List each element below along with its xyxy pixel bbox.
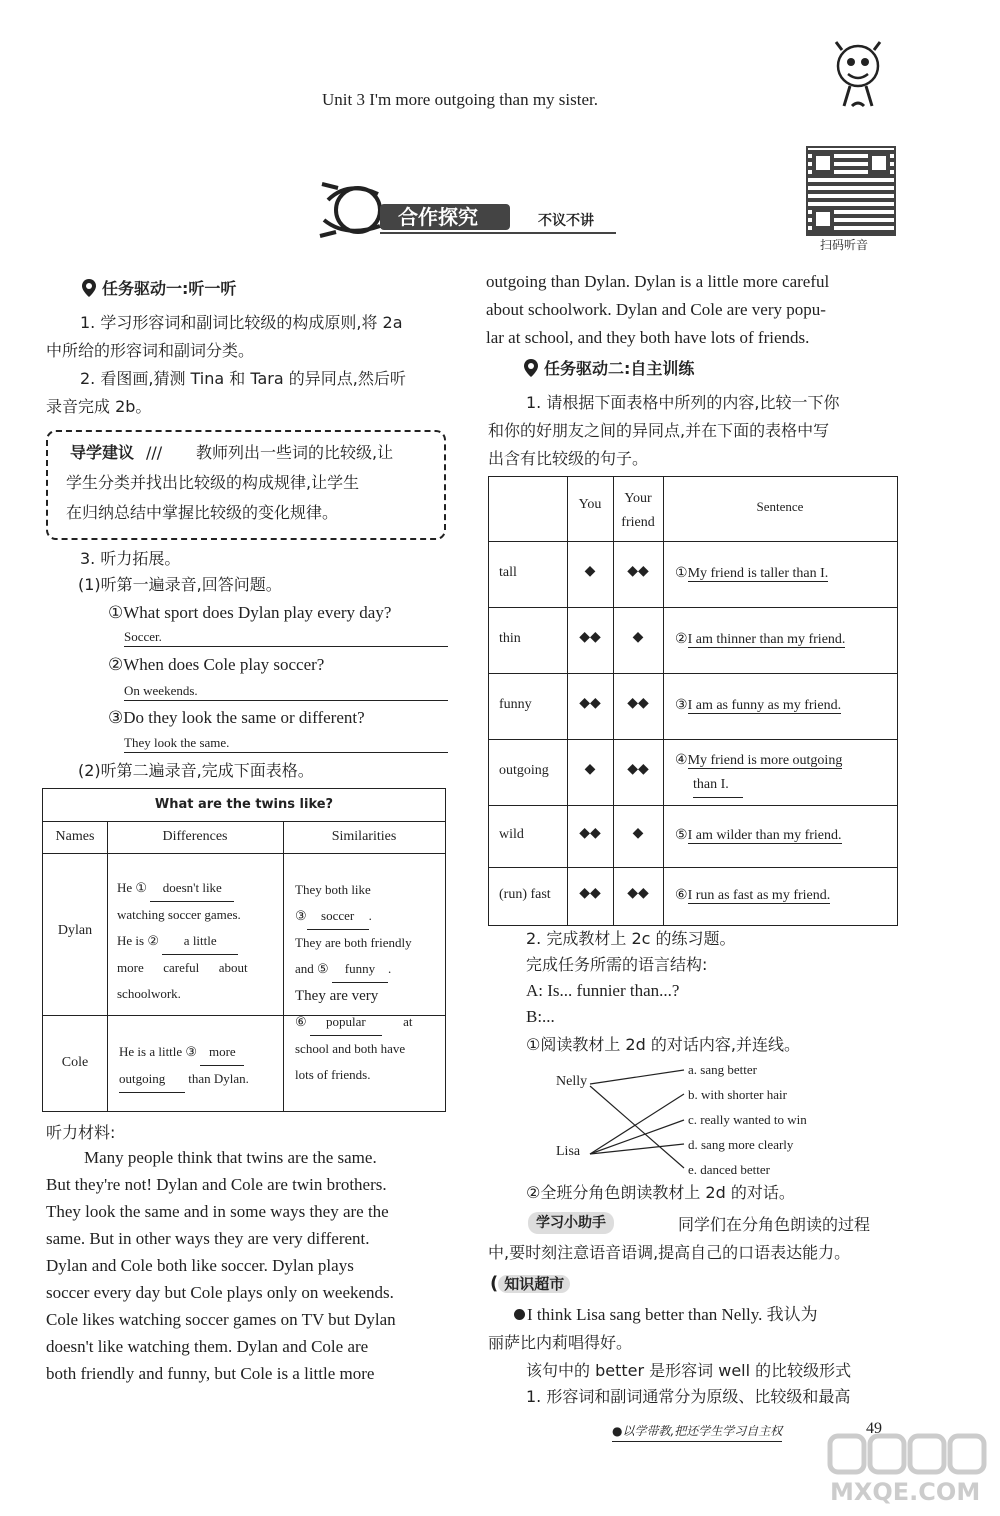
task2-line-b: B:... (526, 1007, 555, 1026)
task2-p1c: 出含有比较级的句子。 (488, 449, 649, 468)
task1-p2a: 2. 看图画,猜测 Tina 和 Tara 的异同点,然后听 (80, 369, 406, 388)
compare-friend: ◆◆ (627, 695, 649, 711)
listening-label: 听力材料: (46, 1123, 116, 1142)
compare-you: ◆ (584, 761, 596, 777)
watermark-text: MXQE.COM (830, 1478, 981, 1506)
question-3: ③Do they look the same or different? (108, 708, 365, 727)
guide-label: 导学建议 (70, 443, 135, 462)
bullet-icon (514, 1309, 525, 1320)
location-pin-icon (82, 279, 96, 297)
dylan-answer-5: funny (332, 956, 388, 983)
compare-header-sentence: Sentence (756, 499, 804, 514)
match-left-nelly: Nelly (556, 1074, 588, 1089)
dylan-answer-2: a little (162, 928, 238, 955)
listening-cont-line: about schoolwork. Dylan and Cole are very popu- (486, 300, 826, 319)
knowledge-line-2: 丽萨比内莉唱得好。 (488, 1333, 633, 1352)
compare-you: ◆◆ (579, 629, 601, 645)
compare-friend: ◆◆ (627, 563, 649, 579)
dylan-answer-1: doesn't like (150, 875, 234, 902)
compare-header-you: You (578, 497, 602, 512)
listening-cont (486, 268, 896, 352)
footer-slogan: ●以学带教,把还学生学习自主权 (612, 1422, 782, 1442)
twins-header-names: Names (55, 829, 95, 844)
compare-sentence: ⑥I run as fast as my friend. (675, 888, 831, 903)
guide-line-3: 在归纳总结中掌握比较级的变化规律。 (66, 503, 339, 522)
answer-1: Soccer. (124, 629, 162, 644)
task2-p1a: 1. 请根据下面表格中所列的内容,比较一下你 (526, 393, 840, 412)
task2-line-a: A: Is... funnier than...? (526, 981, 680, 1000)
compare-attr: funny (499, 697, 532, 712)
task1-p3-2: (2)听第二遍录音,完成下面表格。 (78, 761, 314, 780)
helper-line-1: 同学们在分角色朗读的过程 (678, 1215, 871, 1234)
question-1: ①What sport does Dylan play every day? (108, 603, 392, 622)
qr-caption: 扫码听音 (820, 238, 869, 252)
listening-line: Dylan and Cole both like soccer. Dylan plays (46, 1256, 354, 1275)
listening-line: soccer every day but Cole plays only on weekends. (46, 1283, 394, 1302)
compare-friend: ◆ (632, 825, 644, 841)
task1-p1a: 1. 学习形容词和副词比较级的构成原则,将 2a (80, 313, 403, 332)
dylan-answer-3: soccer (307, 903, 369, 930)
answer-3: They look the same. (124, 735, 230, 750)
match-lines (588, 1064, 688, 1174)
guide-line-1: 教师列出一些词的比较级,让 (196, 443, 394, 462)
task1-p3: 3. 听力拓展。 (80, 549, 181, 568)
cole-diff: He is a little ③ more outgoing than Dylan. (119, 1039, 281, 1093)
compare-sentence: ④My friend is more outgoing than I. (675, 749, 842, 798)
answer-2-line (124, 682, 448, 701)
task1-p2b: 录音完成 2b。 (46, 397, 152, 416)
compare-attr: thin (499, 631, 521, 646)
twins-table (42, 788, 446, 1112)
compare-you: ◆◆ (579, 695, 601, 711)
unit-header: Unit 3 I'm more outgoing than my sister. (322, 90, 598, 109)
listening-cont-line: outgoing than Dylan. Dylan is a little more careful (486, 272, 830, 291)
task2-structure: 完成任务所需的语言结构: (526, 955, 708, 974)
task2-roleplay: ②全班分角色朗读教材上 2d 的对话。 (526, 1183, 795, 1202)
banner-title: 合作探究 (398, 205, 478, 229)
compare-attr: tall (499, 565, 517, 580)
cole-name: Cole (61, 1055, 89, 1070)
task2-title: 任务驱动二:自主训练 (524, 356, 694, 382)
compare-sentence: ⑤I am wilder than my friend. (675, 828, 842, 843)
answer-3-line (124, 734, 448, 753)
answer-2: On weekends. (124, 683, 198, 698)
guide-line-2: 学生分类并找出比较级的构成规律,让学生 (66, 473, 360, 492)
twins-header-similarities: Similarities (331, 829, 397, 844)
listening-line: Many people think that twins are the same. (84, 1148, 377, 1167)
compare-header-friend: Your friend (621, 491, 655, 530)
task2-p1b: 和你的好朋友之间的异同点,并在下面的表格中写 (488, 421, 830, 440)
dylan-diff: He ① doesn't like watching soccer games. He is ② a little more careful about schoolwork. (117, 875, 279, 1007)
compare-you: ◆◆ (579, 885, 601, 901)
listening-line: doesn't like watching them. Dylan and Cole are (46, 1337, 369, 1356)
task2-read-2d: ①阅读教材上 2d 的对话内容,并连线。 (526, 1035, 800, 1054)
match-right-c: c. really wanted to win (688, 1112, 807, 1127)
listening-line: But they're not! Dylan and Cole are twin brothers. (46, 1175, 387, 1194)
cole-answer-3b: outgoing (119, 1066, 185, 1093)
knowledge-label: ( 知识超市 (490, 1272, 570, 1296)
banner-underline (380, 232, 616, 234)
listening-line: same. But in other ways they are very different. (46, 1229, 370, 1248)
listening-line: They look the same and in some ways they are the (46, 1202, 389, 1221)
compare-sentence: ①My friend is taller than I. (675, 566, 829, 581)
compare-attr: outgoing (499, 763, 549, 778)
location-pin-icon (524, 359, 538, 377)
compare-table (488, 476, 898, 926)
knowledge-line-1: I think Lisa sang better than Nelly. 我认为 (514, 1302, 818, 1328)
twins-header-differences: Differences (162, 829, 228, 844)
task1-p1b: 中所给的形容词和副词分类。 (46, 341, 255, 360)
listening-line: Cole likes watching soccer games on TV but Dylan (46, 1310, 396, 1329)
compare-attr: wild (499, 827, 524, 842)
compare-sentence: ③I am as funny as my friend. (675, 698, 842, 713)
compare-you: ◆◆ (579, 825, 601, 841)
match-right-d: d. sang more clearly (688, 1137, 794, 1152)
compare-friend: ◆◆ (627, 885, 649, 901)
match-right-b: b. with shorter hair (688, 1087, 787, 1102)
page-number: 49 (866, 1420, 882, 1437)
guide-slashes-icon: /// (146, 443, 163, 462)
compare-you: ◆ (584, 563, 596, 579)
knowledge-line-4: 1. 形容词和副词通常分为原级、比较级和最高 (526, 1387, 851, 1406)
question-2: ②When does Cole play soccer? (108, 655, 325, 674)
compare-attr: (run) fast (499, 887, 551, 902)
match-right-a: a. sang better (688, 1062, 757, 1077)
compare-friend: ◆ (632, 629, 644, 645)
helper-line-2: 中,要时刻注意语音语调,提高自己的口语表达能力。 (488, 1243, 851, 1262)
answer-1-line (124, 628, 448, 647)
dylan-name: Dylan (57, 923, 93, 938)
banner-subtitle: 不议不讲 (538, 213, 594, 229)
helper-label: 学习小助手 (528, 1212, 614, 1234)
watermark-logo-icon (826, 1430, 990, 1480)
match-right-e: e. danced better (688, 1162, 770, 1177)
task1-p3-1: (1)听第一遍录音,回答问题。 (78, 575, 282, 594)
dylan-answer-6: popular (310, 1009, 382, 1036)
mascot-icon (828, 40, 888, 112)
listening-line: both friendly and funny, but Cole is a little more (46, 1364, 375, 1383)
task1-title: 任务驱动一:听一听 (82, 276, 236, 302)
listening-cont-line: lar at school, and they both have lots of friends. (486, 328, 810, 347)
qr-code[interactable] (806, 146, 896, 236)
knowledge-icon: ( (490, 1273, 499, 1294)
knowledge-line-3: 该句中的 better 是形容词 well 的比较级形式 (526, 1361, 852, 1380)
match-left-lisa: Lisa (556, 1144, 581, 1159)
compare-friend: ◆◆ (627, 761, 649, 777)
cole-answer-3: more (200, 1039, 244, 1066)
compare-sentence: ②I am thinner than my friend. (675, 632, 846, 647)
listening-text (46, 1144, 456, 1387)
dylan-sim: They both like ③ soccer . They are both friendly and ⑤ funny . They are very ⑥ popular at school and both have lots of friends. (295, 882, 413, 1082)
bullet-icon: ● (612, 1424, 623, 1438)
twins-table-title: What are the twins like? (154, 797, 334, 812)
task2-p2: 2. 完成教材上 2c 的练习题。 (526, 929, 736, 948)
